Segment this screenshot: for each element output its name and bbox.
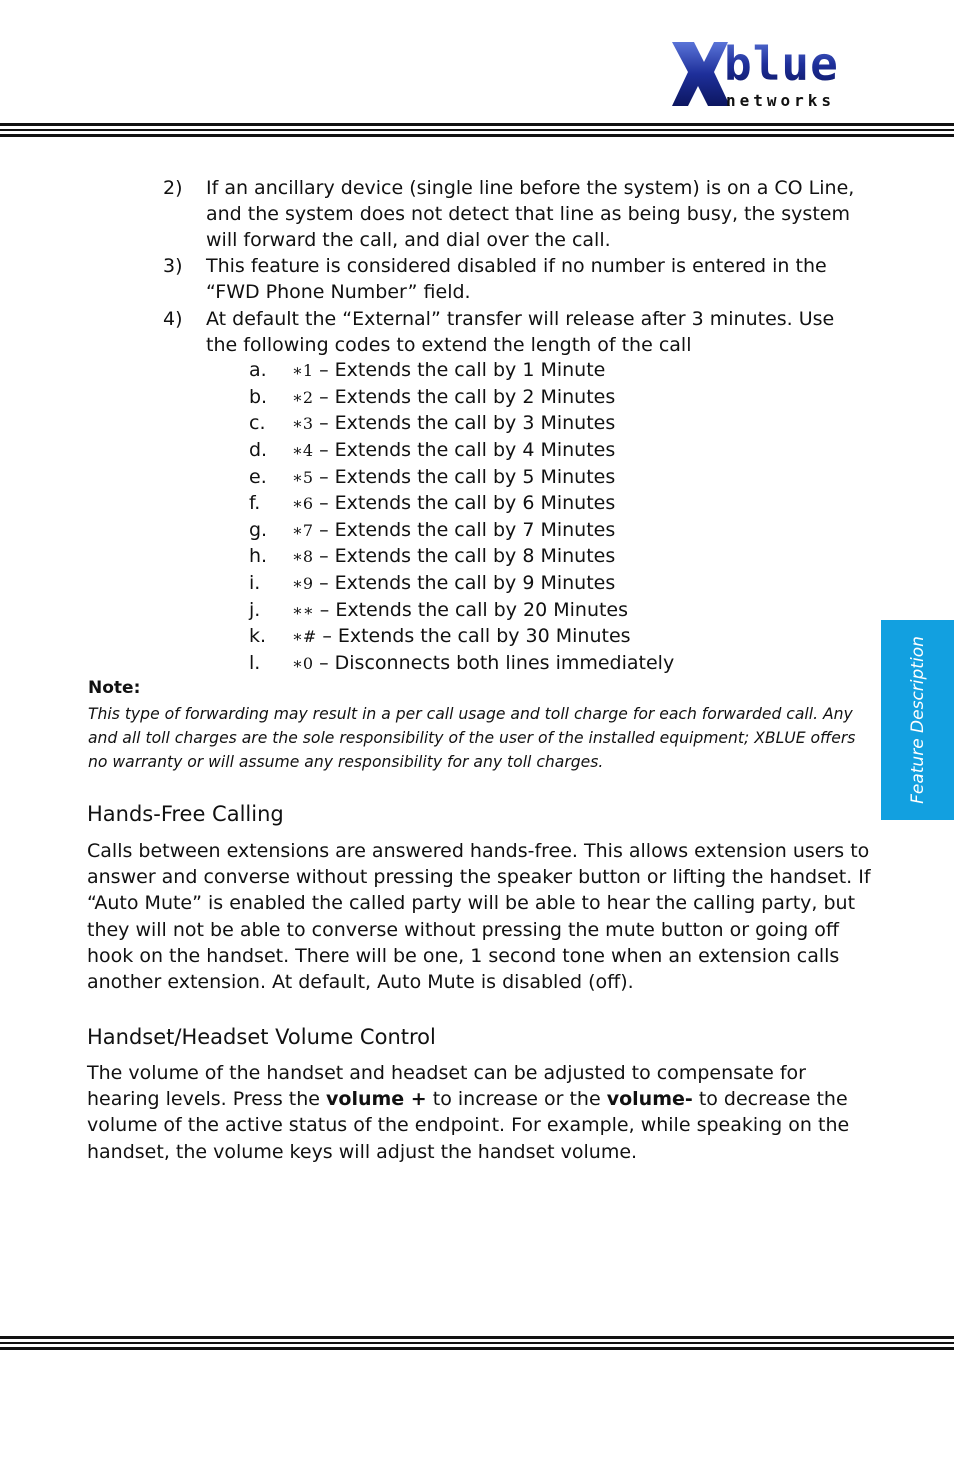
code-letter: j.: [249, 599, 261, 621]
section-heading-volume: Handset/Headset Volume Control: [87, 1025, 436, 1049]
code-keys: ∗2: [292, 388, 314, 407]
note-heading: Note:: [88, 678, 141, 698]
code-letter: b.: [249, 386, 268, 408]
logo-x-mark: [672, 42, 730, 106]
code-description: – Extends the call by 6 Minutes: [313, 492, 616, 514]
code-keys: ∗4: [292, 441, 314, 460]
hands-free-paragraph: Calls between extensions are answered hands-free. This allows extension users to answer and converse without pressing the speaker button or lifting the handset. If “Auto Mute” is enabled the called party will be able to hear the calling party, but they will not be able to converse without pressing the mute button or going off hook on the handset. There will be one, 1 second tone when an extension calls another extension. At default, Auto Mute is disabled (off).: [87, 840, 871, 994]
code-letter: d.: [249, 439, 268, 461]
code-description: – Extends the call by 7 Minutes: [313, 519, 616, 541]
code-item: [249, 517, 615, 545]
code-item: [249, 650, 674, 678]
list-item-number: 4): [163, 308, 183, 330]
code-letter: f.: [249, 492, 261, 514]
code-letter: l.: [249, 652, 261, 674]
code-letter: c.: [249, 412, 266, 434]
code-item: [249, 543, 615, 571]
code-description: – Extends the call by 30 Minutes: [316, 625, 631, 647]
list-item-text: At default the “External” transfer will release after 3 minutes. Use the following codes to extend the length of the call: [206, 308, 835, 356]
volume-paragraph: [87, 1060, 877, 1165]
code-keys: ∗∗: [292, 601, 314, 620]
side-tab: [881, 620, 954, 820]
logo-sub: networks: [726, 91, 836, 110]
volume-text-2: to increase or the: [426, 1088, 607, 1111]
code-keys: ∗6: [292, 494, 314, 513]
code-item: [249, 623, 631, 651]
code-letter: k.: [249, 625, 267, 647]
code-keys: ∗0: [292, 654, 314, 673]
code-description: – Extends the call by 5 Minutes: [313, 466, 616, 488]
code-keys: ∗8: [292, 547, 314, 566]
code-item: [249, 597, 628, 625]
code-keys: ∗5: [292, 468, 314, 487]
code-description: – Extends the call by 20 Minutes: [313, 599, 629, 621]
section-heading-hands-free: Hands-Free Calling: [87, 802, 284, 826]
code-keys: ∗#: [292, 627, 317, 646]
code-keys: ∗3: [292, 414, 314, 433]
code-description: – Disconnects both lines immediately: [313, 652, 675, 674]
volume-plus-term: volume +: [326, 1088, 427, 1111]
code-keys: ∗1: [292, 361, 314, 380]
code-keys: ∗7: [292, 521, 314, 540]
list-item-text: If an ancillary device (single line before the system) is on a CO Line, and the system does not detect that line as being busy, the system will forward the call, and dial over the call.: [206, 177, 855, 251]
xblue-networks-logo: [668, 36, 873, 112]
code-description: – Extends the call by 2 Minutes: [313, 386, 616, 408]
list-item-number: 3): [163, 255, 183, 277]
code-description: – Extends the call by 4 Minutes: [313, 439, 616, 461]
code-item: [249, 570, 615, 598]
code-letter: a.: [249, 359, 267, 381]
volume-minus-term: volume-: [606, 1088, 693, 1111]
code-item: [249, 464, 615, 492]
volume-text-1: The volume of the handset and headset can be adjusted to compensate for hearing levels. Press the: [87, 1062, 806, 1111]
code-letter: g.: [249, 519, 268, 541]
list-item-number: 2): [163, 177, 183, 199]
code-item: [249, 384, 615, 412]
code-item: [249, 410, 615, 438]
code-item: [249, 490, 615, 518]
code-keys: ∗9: [292, 574, 314, 593]
volume-text-3: to decrease the volume of the active status of the endpoint. For example, while speaking on the handset, the volume keys will adjust the handset volume.: [87, 1088, 850, 1163]
code-item: [249, 437, 615, 465]
code-letter: i.: [249, 572, 261, 594]
note-body: This type of forwarding may result in a per call usage and toll charge for each forwarded call. Any and all toll charges are the sole responsibility of the user of the installed equipment; XBLUE offers no warranty or will assume any responsibility for any toll charges.: [88, 705, 856, 771]
code-description: – Extends the call by 3 Minutes: [313, 412, 616, 434]
code-item: [249, 357, 605, 385]
side-tab-label: Feature Description: [907, 636, 928, 804]
list-item-text: This feature is considered disabled if no number is entered in the “FWD Phone Number” field.: [206, 255, 827, 303]
code-description: – Extends the call by 1 Minute: [313, 359, 606, 381]
code-letter: e.: [249, 466, 267, 488]
code-letter: h.: [249, 545, 268, 567]
code-description: – Extends the call by 9 Minutes: [313, 572, 616, 594]
logo-word: blue: [724, 37, 839, 91]
code-description: – Extends the call by 8 Minutes: [313, 545, 616, 567]
